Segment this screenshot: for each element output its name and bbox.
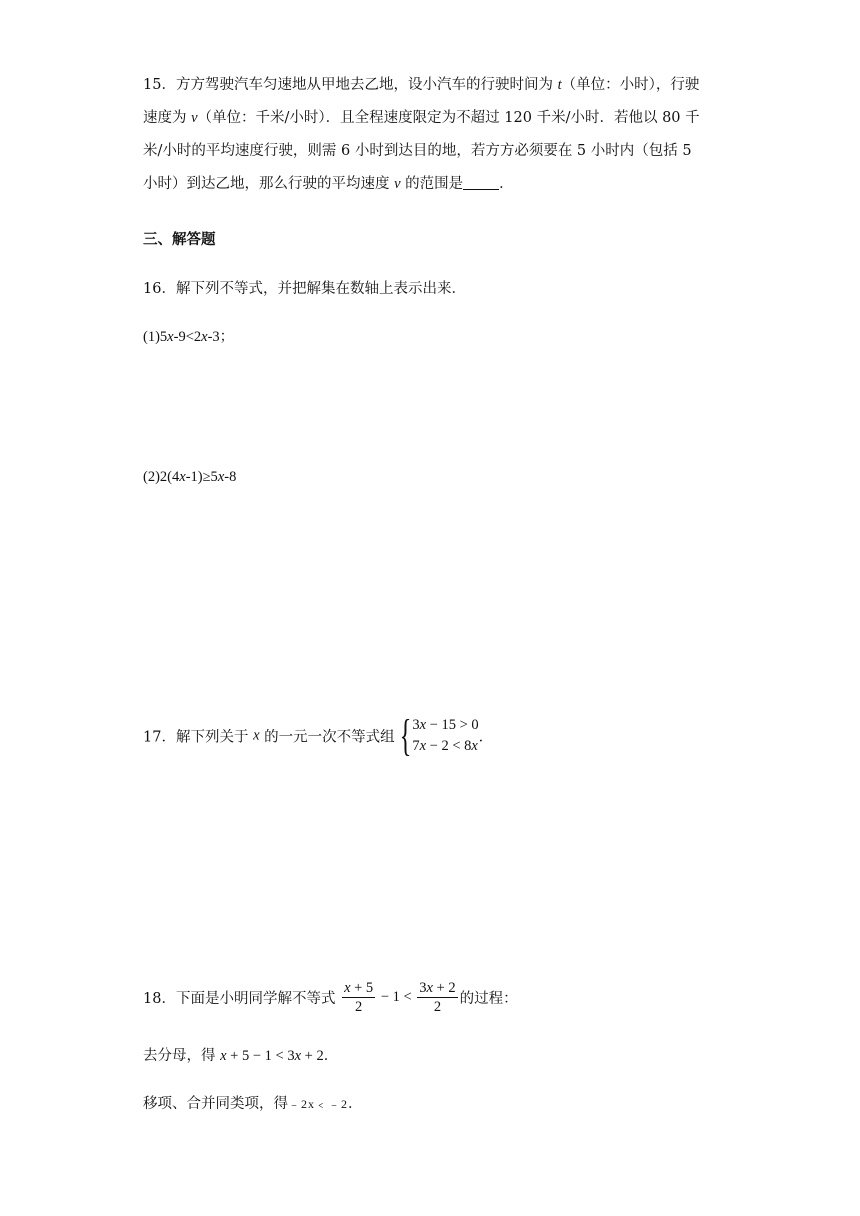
q15-line-2: 速度为 v（单位：千米/小时）．且全程速度限定为不超过 120 千米/小时．若他以 80 千	[143, 110, 700, 126]
left-brace: {	[399, 711, 412, 760]
system-row-1: 3x − 15 > 0	[412, 717, 479, 733]
question-16-stem: 16．解下列不等式，并把解集在数轴上表示出来．	[143, 281, 466, 297]
q18-step-2: 移项、合并同类项，得﹣2x﹤﹣2．	[143, 1096, 363, 1112]
fraction-1: $\frac{x + 5}{2}$	[344, 980, 374, 1015]
fraction-2: $\frac{3x + 2}{2}$	[419, 980, 456, 1015]
inequality-system	[399, 711, 479, 760]
system-row-2: 7x − 2 < 8x	[412, 738, 478, 754]
section-heading: 三、解答题	[143, 231, 216, 248]
q15-line-4: 小时）到达乙地，那么行驶的平均速度 v 的范围是 ．	[143, 176, 514, 192]
question-17: 17．解下列关于 x 的一元一次不等式组 { 3x − 15 > 0 7x − 2 < 8x ．	[143, 711, 494, 760]
q15-line-3: 米/小时的平均速度行驶，则需 6 小时到达目的地，若方方必须要在 5 小时内（包括 5	[143, 143, 692, 159]
q15-line-1: 15．方方驾驶汽车匀速地从甲地去乙地，设小汽车的行驶时间为 t（单位：小时），行驶	[143, 77, 700, 93]
answer-blank[interactable]	[463, 175, 499, 190]
question-15	[143, 69, 723, 201]
question-16-part-2: (2)2(4x-1)≥5x-8	[143, 469, 237, 485]
question-16-part-1: (1)5x-9<2x-3；	[143, 329, 235, 345]
q18-step-1: 去分母，得 x + 5 − 1 < 3x + 2．	[143, 1048, 339, 1064]
question-18: 18．下面是小明同学解不等式 $\frac{x + 5}{2}$ − 1 < $\frac{3x + 2}{2}$ 的过程：	[143, 980, 518, 1015]
